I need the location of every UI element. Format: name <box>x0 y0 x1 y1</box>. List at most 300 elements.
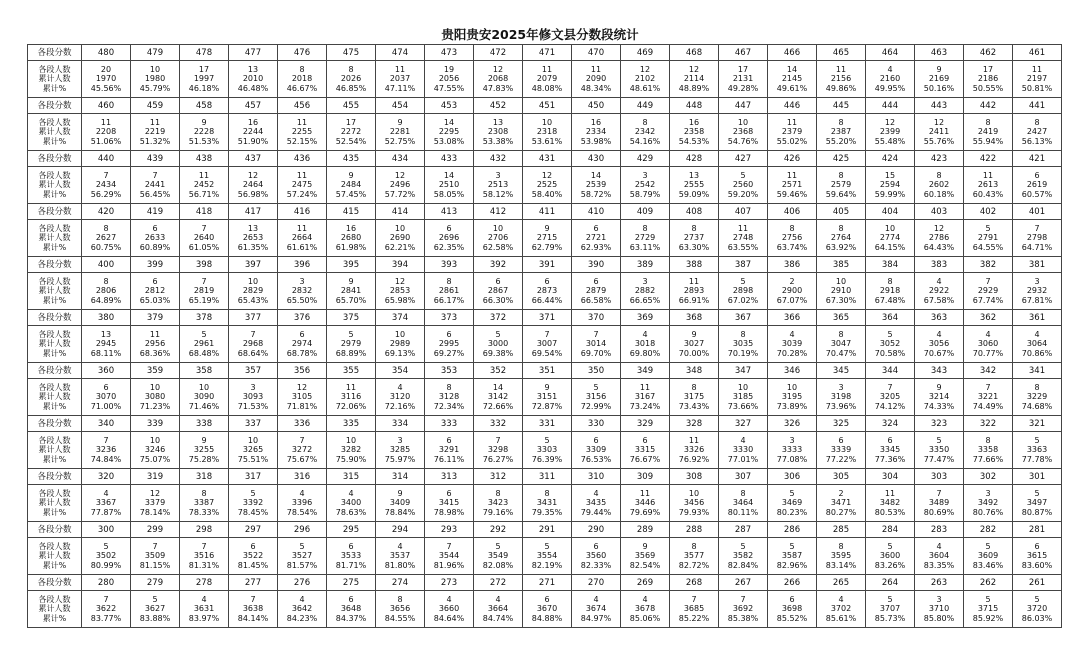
score-cell: 384 <box>866 257 915 273</box>
cumulative-value: 2786 <box>928 233 950 243</box>
score-cell: 383 <box>915 257 964 273</box>
score-cell: 315 <box>327 469 376 485</box>
percent-value: 49.95% <box>874 83 906 93</box>
count-value: 8 <box>544 488 550 498</box>
score-cell: 421 <box>1013 151 1062 167</box>
stats-cell <box>229 326 278 363</box>
stats-cell <box>425 167 474 204</box>
percent-value: 66.58% <box>580 295 612 305</box>
percent-value: 55.48% <box>874 136 906 146</box>
score-row <box>28 151 1062 167</box>
stats-row <box>28 114 1062 151</box>
count-value: 13 <box>688 170 700 180</box>
count-value: 7 <box>152 170 158 180</box>
percent-value: 59.09% <box>678 189 710 199</box>
stats-cell <box>82 220 131 257</box>
cumulative-value: 2571 <box>781 180 803 190</box>
percent-value: 70.19% <box>727 348 759 358</box>
cumulative-value: 3080 <box>144 392 166 402</box>
percent-value: 84.64% <box>433 613 465 623</box>
stats-cell <box>523 538 572 575</box>
cumulative-value: 3255 <box>193 445 215 455</box>
stats-cell <box>621 220 670 257</box>
percent-value: 61.61% <box>286 242 318 252</box>
score-cell: 468 <box>670 45 719 61</box>
cumulative-value: 2018 <box>291 74 313 84</box>
count-value: 3 <box>495 170 501 180</box>
count-value: 6 <box>593 276 599 286</box>
stats-cell <box>768 220 817 257</box>
cumulative-value: 2627 <box>95 233 117 243</box>
stats-cell <box>572 61 621 98</box>
cumulative-value: 2832 <box>291 286 313 296</box>
cumulative-value: 3339 <box>830 445 852 455</box>
stats-row-labels <box>28 485 82 522</box>
percent-value: 52.15% <box>286 136 318 146</box>
cumulative-value: 2114 <box>683 74 705 84</box>
stats-cell <box>523 167 572 204</box>
percent-value: 54.16% <box>629 136 661 146</box>
score-cell: 375 <box>327 310 376 326</box>
stats-cell <box>768 591 817 628</box>
score-cell: 355 <box>327 363 376 379</box>
score-cell: 453 <box>425 98 474 114</box>
count-value: 10 <box>198 382 210 392</box>
count-value: 5 <box>299 541 305 551</box>
percent-value: 85.73% <box>874 613 906 623</box>
stats-cell <box>376 114 425 151</box>
count-value: 3 <box>1034 276 1040 286</box>
cumulative-value: 3678 <box>634 604 656 614</box>
stats-row <box>28 432 1062 469</box>
stats-row-labels <box>28 273 82 310</box>
count-value: 10 <box>247 276 259 286</box>
percent-value: 48.61% <box>629 83 661 93</box>
percent-value: 85.92% <box>972 613 1004 623</box>
cumulative-value: 3379 <box>144 498 166 508</box>
percent-value: 82.84% <box>727 560 759 570</box>
stats-cell <box>817 538 866 575</box>
score-cell: 392 <box>474 257 523 273</box>
stats-cell <box>229 61 278 98</box>
percent-value: 84.55% <box>384 613 416 623</box>
count-value: 11 <box>639 382 651 392</box>
score-row <box>28 45 1062 61</box>
percent-value: 83.46% <box>972 560 1004 570</box>
percent-value: 84.74% <box>482 613 514 623</box>
score-cell: 424 <box>866 151 915 167</box>
score-cell: 432 <box>474 151 523 167</box>
percent-value: 67.58% <box>923 295 955 305</box>
percent-label: 累计% <box>42 189 67 199</box>
cumulative-value: 2945 <box>95 339 117 349</box>
stats-cell <box>180 167 229 204</box>
cumulative-label: 累计人数 <box>38 498 71 508</box>
percent-value: 71.23% <box>139 401 171 411</box>
count-value: 20 <box>100 64 112 74</box>
score-cell: 286 <box>768 522 817 538</box>
cumulative-value: 2156 <box>830 74 852 84</box>
score-row-label: 各段分数 <box>28 45 82 61</box>
count-value: 12 <box>492 64 504 74</box>
count-value: 7 <box>201 276 207 286</box>
stats-cell <box>915 591 964 628</box>
percent-value: 73.24% <box>629 401 661 411</box>
score-cell: 304 <box>866 469 915 485</box>
stats-cell <box>572 326 621 363</box>
score-cell: 266 <box>768 575 817 591</box>
percent-value: 70.58% <box>874 348 906 358</box>
stats-cell <box>523 485 572 522</box>
percent-value: 74.49% <box>972 401 1004 411</box>
cumulative-value: 3229 <box>1026 392 1048 402</box>
score-cell: 311 <box>523 469 572 485</box>
stats-cell <box>229 591 278 628</box>
count-label: 各段人数 <box>38 329 71 339</box>
stats-row <box>28 220 1062 257</box>
percent-value: 61.98% <box>335 242 367 252</box>
stats-cell <box>915 273 964 310</box>
stats-cell <box>670 538 719 575</box>
count-value: 10 <box>737 117 749 127</box>
cumulative-value: 3631 <box>193 604 215 614</box>
stats-cell <box>719 326 768 363</box>
count-value: 5 <box>985 541 991 551</box>
cumulative-value: 3664 <box>487 604 509 614</box>
count-value: 11 <box>149 329 161 339</box>
cumulative-value: 3052 <box>879 339 901 349</box>
cumulative-value: 2308 <box>487 127 509 137</box>
count-value: 11 <box>394 64 406 74</box>
score-cell: 331 <box>523 416 572 432</box>
score-cell: 457 <box>229 98 278 114</box>
stats-cell <box>621 538 670 575</box>
score-cell: 342 <box>964 363 1013 379</box>
cumulative-value: 3309 <box>585 445 607 455</box>
count-value: 7 <box>593 329 599 339</box>
stats-cell <box>474 591 523 628</box>
cumulative-value: 2756 <box>781 233 803 243</box>
count-value: 9 <box>642 541 648 551</box>
percent-value: 72.34% <box>433 401 465 411</box>
count-value: 8 <box>642 117 648 127</box>
stats-cell <box>327 273 376 310</box>
percent-value: 62.93% <box>580 242 612 252</box>
stats-cell <box>768 538 817 575</box>
count-value: 4 <box>299 488 305 498</box>
stats-cell <box>1013 485 1062 522</box>
stats-cell <box>82 379 131 416</box>
cumulative-value: 2387 <box>830 127 852 137</box>
cumulative-value: 3120 <box>389 392 411 402</box>
score-cell: 437 <box>229 151 278 167</box>
cumulative-value: 2798 <box>1026 233 1048 243</box>
count-value: 12 <box>688 64 700 74</box>
percent-label: 累计% <box>42 83 67 93</box>
stats-cell <box>964 485 1013 522</box>
count-value: 4 <box>348 488 354 498</box>
score-cell: 436 <box>278 151 327 167</box>
percent-value: 79.93% <box>678 507 710 517</box>
stats-cell <box>229 485 278 522</box>
cumulative-value: 2812 <box>144 286 166 296</box>
percent-value: 72.16% <box>384 401 416 411</box>
percent-label: 累计% <box>42 242 67 252</box>
count-value: 7 <box>495 435 501 445</box>
cumulative-value: 3064 <box>1026 339 1048 349</box>
stats-cell <box>719 591 768 628</box>
score-row-label: 各段分数 <box>28 310 82 326</box>
score-row <box>28 522 1062 538</box>
cumulative-value: 3642 <box>291 604 313 614</box>
cumulative-value: 2579 <box>830 180 852 190</box>
count-value: 13 <box>247 64 259 74</box>
stats-cell <box>180 273 229 310</box>
score-cell: 333 <box>425 416 474 432</box>
score-cell: 447 <box>719 98 768 114</box>
cumulative-value: 3285 <box>389 445 411 455</box>
score-cell: 467 <box>719 45 768 61</box>
stats-cell <box>82 538 131 575</box>
stats-cell <box>180 485 229 522</box>
score-cell: 401 <box>1013 204 1062 220</box>
score-cell: 327 <box>719 416 768 432</box>
percent-value: 68.78% <box>286 348 318 358</box>
stats-cell <box>425 114 474 151</box>
score-cell: 462 <box>964 45 1013 61</box>
stats-cell <box>964 326 1013 363</box>
stats-cell <box>915 432 964 469</box>
score-cell: 317 <box>229 469 278 485</box>
count-value: 5 <box>1034 594 1040 604</box>
score-cell: 349 <box>621 363 670 379</box>
cumulative-value: 2619 <box>1026 180 1048 190</box>
score-cell: 274 <box>376 575 425 591</box>
count-value: 5 <box>544 435 550 445</box>
percent-value: 73.89% <box>776 401 808 411</box>
cumulative-value: 3246 <box>144 445 166 455</box>
count-value: 16 <box>345 223 357 233</box>
stats-cell <box>180 326 229 363</box>
stats-cell <box>768 167 817 204</box>
count-value: 9 <box>397 488 403 498</box>
count-value: 15 <box>884 170 896 180</box>
cumulative-value: 3638 <box>242 604 264 614</box>
cumulative-value: 3367 <box>95 498 117 508</box>
count-value: 6 <box>152 223 158 233</box>
cumulative-value: 2806 <box>95 286 117 296</box>
cumulative-value: 2918 <box>879 286 901 296</box>
cumulative-value: 3648 <box>340 604 362 614</box>
percent-value: 68.11% <box>90 348 122 358</box>
cumulative-value: 3600 <box>879 551 901 561</box>
stats-cell <box>180 432 229 469</box>
count-value: 7 <box>152 541 158 551</box>
stats-cell <box>866 379 915 416</box>
cumulative-value: 2010 <box>242 74 264 84</box>
count-value: 11 <box>786 117 798 127</box>
count-value: 4 <box>642 329 648 339</box>
count-value: 12 <box>296 382 308 392</box>
count-value: 4 <box>936 276 942 286</box>
cumulative-value: 2853 <box>389 286 411 296</box>
stats-cell <box>670 61 719 98</box>
score-cell: 358 <box>180 363 229 379</box>
count-value: 13 <box>247 223 259 233</box>
count-value: 8 <box>691 541 697 551</box>
stats-cell <box>278 432 327 469</box>
stats-cell <box>964 61 1013 98</box>
stats-cell <box>621 273 670 310</box>
percent-value: 47.83% <box>482 83 514 93</box>
score-cell: 287 <box>719 522 768 538</box>
count-value: 5 <box>348 329 354 339</box>
count-value: 11 <box>198 170 210 180</box>
score-cell: 391 <box>523 257 572 273</box>
count-value: 5 <box>740 276 746 286</box>
stats-cell <box>719 114 768 151</box>
count-value: 11 <box>737 223 749 233</box>
percent-value: 59.20% <box>727 189 759 199</box>
stats-cell <box>376 167 425 204</box>
percent-value: 46.67% <box>286 83 318 93</box>
stats-cell <box>817 326 866 363</box>
cumulative-value: 3090 <box>193 392 215 402</box>
score-row <box>28 98 1062 114</box>
stats-cell <box>817 61 866 98</box>
cumulative-value: 3027 <box>683 339 705 349</box>
stats-cell <box>278 273 327 310</box>
cumulative-value: 2929 <box>977 286 999 296</box>
stats-cell <box>964 114 1013 151</box>
percent-value: 85.61% <box>825 613 857 623</box>
cumulative-value: 2664 <box>291 233 313 243</box>
score-cell: 268 <box>670 575 719 591</box>
cumulative-value: 3627 <box>144 604 166 614</box>
count-value: 5 <box>103 541 109 551</box>
stats-row-labels <box>28 379 82 416</box>
count-value: 10 <box>149 382 161 392</box>
stats-row <box>28 591 1062 628</box>
count-value: 8 <box>838 329 844 339</box>
count-value: 4 <box>299 594 305 604</box>
percent-value: 77.78% <box>1021 454 1053 464</box>
count-value: 9 <box>544 382 550 392</box>
stats-cell <box>817 273 866 310</box>
count-value: 12 <box>541 170 553 180</box>
percent-value: 61.35% <box>237 242 269 252</box>
percent-value: 62.35% <box>433 242 465 252</box>
count-value: 14 <box>492 382 504 392</box>
cumulative-value: 3587 <box>781 551 803 561</box>
cumulative-value: 3198 <box>830 392 852 402</box>
count-value: 11 <box>1031 64 1043 74</box>
cumulative-value: 2640 <box>193 233 215 243</box>
stats-row <box>28 167 1062 204</box>
count-value: 7 <box>740 594 746 604</box>
count-value: 4 <box>495 594 501 604</box>
cumulative-value: 3298 <box>487 445 509 455</box>
percent-value: 82.54% <box>629 560 661 570</box>
stats-cell <box>131 61 180 98</box>
score-cell: 406 <box>768 204 817 220</box>
cumulative-value: 3345 <box>879 445 901 455</box>
cumulative-value: 2255 <box>291 127 313 137</box>
score-cell: 367 <box>719 310 768 326</box>
cumulative-value: 3660 <box>438 604 460 614</box>
stats-cell <box>327 61 376 98</box>
count-value: 11 <box>590 64 602 74</box>
score-cell: 396 <box>278 257 327 273</box>
score-cell: 271 <box>523 575 572 591</box>
count-value: 9 <box>544 223 550 233</box>
score-cell: 284 <box>866 522 915 538</box>
count-value: 11 <box>786 170 798 180</box>
percent-value: 51.06% <box>90 136 122 146</box>
score-cell: 434 <box>376 151 425 167</box>
percent-value: 77.66% <box>972 454 1004 464</box>
score-cell: 433 <box>425 151 474 167</box>
stats-cell <box>964 220 1013 257</box>
count-value: 4 <box>593 488 599 498</box>
stats-cell <box>229 538 278 575</box>
percent-value: 83.60% <box>1021 560 1053 570</box>
stats-cell <box>719 485 768 522</box>
cumulative-value: 1970 <box>95 74 117 84</box>
stats-cell <box>964 273 1013 310</box>
count-label: 各段人数 <box>38 382 71 392</box>
count-value: 7 <box>544 329 550 339</box>
cumulative-value: 3400 <box>340 498 362 508</box>
percent-value: 72.06% <box>335 401 367 411</box>
score-cell: 404 <box>866 204 915 220</box>
cumulative-value: 3116 <box>340 392 362 402</box>
score-cell: 270 <box>572 575 621 591</box>
score-cell: 346 <box>768 363 817 379</box>
score-cell: 438 <box>180 151 229 167</box>
cumulative-value: 2452 <box>193 180 215 190</box>
cumulative-value: 3195 <box>781 392 803 402</box>
stats-cell <box>572 591 621 628</box>
count-value: 5 <box>789 488 795 498</box>
stats-cell <box>131 326 180 363</box>
stats-cell <box>229 114 278 151</box>
cumulative-value: 3326 <box>683 445 705 455</box>
cumulative-value: 3715 <box>977 604 999 614</box>
score-cell: 303 <box>915 469 964 485</box>
stats-row <box>28 61 1062 98</box>
count-value: 11 <box>688 276 700 286</box>
cumulative-value: 2228 <box>193 127 215 137</box>
percent-value: 84.14% <box>237 613 269 623</box>
count-value: 5 <box>495 541 501 551</box>
score-cell: 297 <box>229 522 278 538</box>
score-cell: 446 <box>768 98 817 114</box>
count-label: 各段人数 <box>38 170 71 180</box>
count-label: 各段人数 <box>38 435 71 445</box>
score-cell: 459 <box>131 98 180 114</box>
cumulative-value: 3446 <box>634 498 656 508</box>
score-cell: 379 <box>131 310 180 326</box>
cumulative-value: 2974 <box>291 339 313 349</box>
count-value: 8 <box>936 170 942 180</box>
stats-cell <box>474 114 523 151</box>
stats-cell <box>817 591 866 628</box>
score-cell: 430 <box>572 151 621 167</box>
count-value: 11 <box>296 223 308 233</box>
count-value: 8 <box>397 594 403 604</box>
percent-value: 55.02% <box>776 136 808 146</box>
